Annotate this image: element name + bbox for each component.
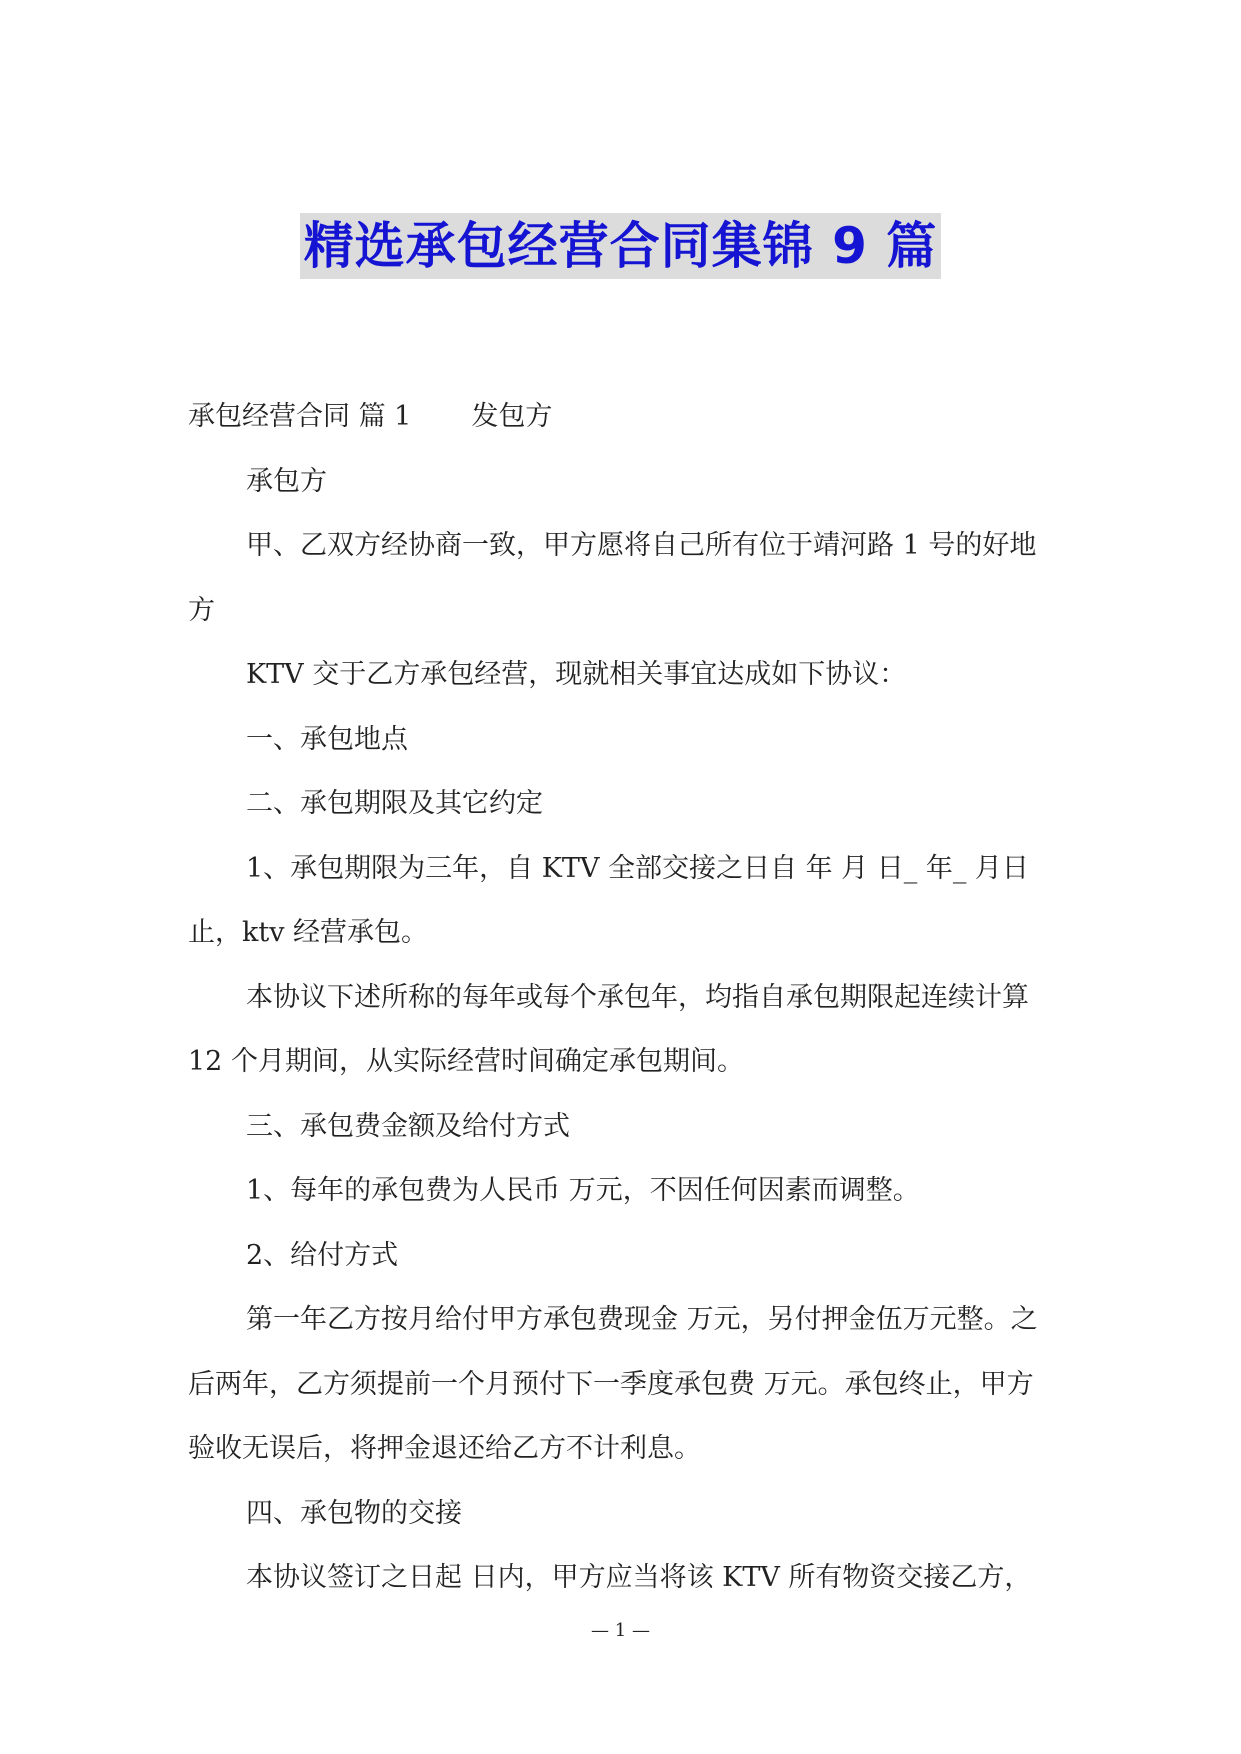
contract-heading: 承包经营合同 篇 1 xyxy=(188,401,412,432)
paragraph: KTV 交于乙方承包经营，现就相关事宜达成如下协议： xyxy=(246,659,907,690)
section-heading: 四、承包物的交接 xyxy=(246,1497,462,1529)
paragraph: 1、每年的承包费为人民币 万元，不因任何因素而调整。 xyxy=(246,1175,920,1206)
section-heading: 一、承包地点 xyxy=(246,723,408,755)
paragraph: 承包方 xyxy=(246,465,327,497)
paragraph: 第一年乙方按月给付甲方承包费现金 万元，另付押金伍万元整。之后两年，乙方须提前一个月预付下一季度承包费 万元。承包终止，甲方验收无误后，将押金退还给乙方不计利息。 xyxy=(188,1304,1038,1464)
first-line xyxy=(188,385,1060,450)
title-container xyxy=(0,213,1241,279)
section-heading: 三、承包费金额及给付方式 xyxy=(246,1110,570,1142)
paragraph: 本协议下述所称的每年或每个承包年，均指自承包期限起连续计算 12 个月期间，从实际经营时间确定承包期间。 xyxy=(188,981,1029,1077)
party-a-label: 发包方 xyxy=(471,401,553,432)
paragraph: 2、给付方式 xyxy=(246,1239,399,1271)
document-body xyxy=(188,385,1060,1611)
section-heading: 二、承包期限及其它约定 xyxy=(246,788,543,819)
document-title: 精选承包经营合同集锦 9 篇 xyxy=(300,213,942,279)
paragraph: 1、承包期限为三年，自 KTV 全部交接之日自 年 月 日_ 年_ 月日止，ktv 经营承包。 xyxy=(188,852,1029,948)
paragraph: 本协议签订之日起 日内，甲方应当将该 KTV 所有物资交接乙方， xyxy=(246,1562,1032,1593)
page-number: — 1 — xyxy=(591,1620,650,1641)
paragraph: 甲、乙双方经协商一致，甲方愿将自己所有位于靖河路 1 号的好地方 xyxy=(188,530,1037,626)
